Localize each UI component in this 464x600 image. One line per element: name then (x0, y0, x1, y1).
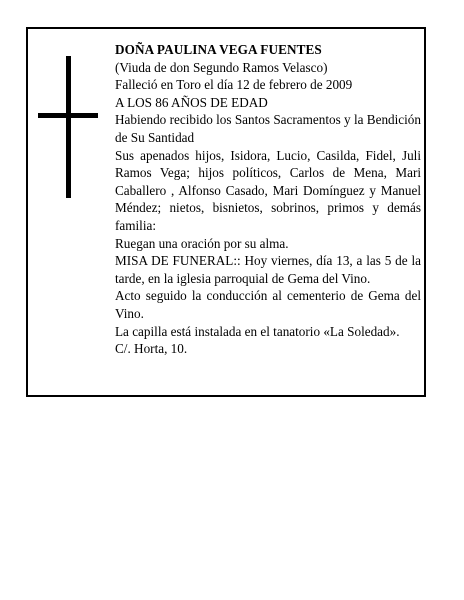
cross-icon (38, 56, 98, 198)
family-line: Sus apenados hijos, Isidora, Lucio, Casilda, Fidel, Juli Ramos Vega; hijos políticos, Carlos de Mena, Mari Caballero , Alfonso Casado, Mari Domínguez y Manuel Méndez; nietos, bisnietos, sobrinos, primos y demás familia: (115, 147, 421, 233)
death-line: Falleció en Toro el día 12 de febrero de 2009 (115, 77, 353, 93)
obituary-notice (26, 27, 426, 397)
chapel-line: La capilla está instalada en el tanatorio «La Soledad». (115, 323, 400, 339)
deceased-name: DOÑA PAULINA VEGA FUENTES (115, 42, 322, 57)
notice-text-block (115, 41, 421, 358)
cross-horizontal-bar (38, 113, 98, 118)
widow-line: (Viuda de don Segundo Ramos Velasco) (115, 59, 328, 75)
burial-line: Acto seguido la conducción al cementerio de Gema del Vino. (115, 288, 421, 321)
cross-vertical-bar (66, 56, 71, 198)
funeral-mass-line: MISA DE FUNERAL:: Hoy viernes, día 13, a las 5 de la tarde, en la iglesia parroquial de Gema del Vino. (115, 253, 421, 286)
sacraments-line: Habiendo recibido los Santos Sacramentos y la Bendición de Su Santidad (115, 112, 421, 145)
address-line: C/. Horta, 10. (115, 341, 188, 357)
prayer-line: Ruegan una oración por su alma. (115, 235, 289, 251)
age-line: A LOS 86 AÑOS DE EDAD (115, 94, 268, 110)
